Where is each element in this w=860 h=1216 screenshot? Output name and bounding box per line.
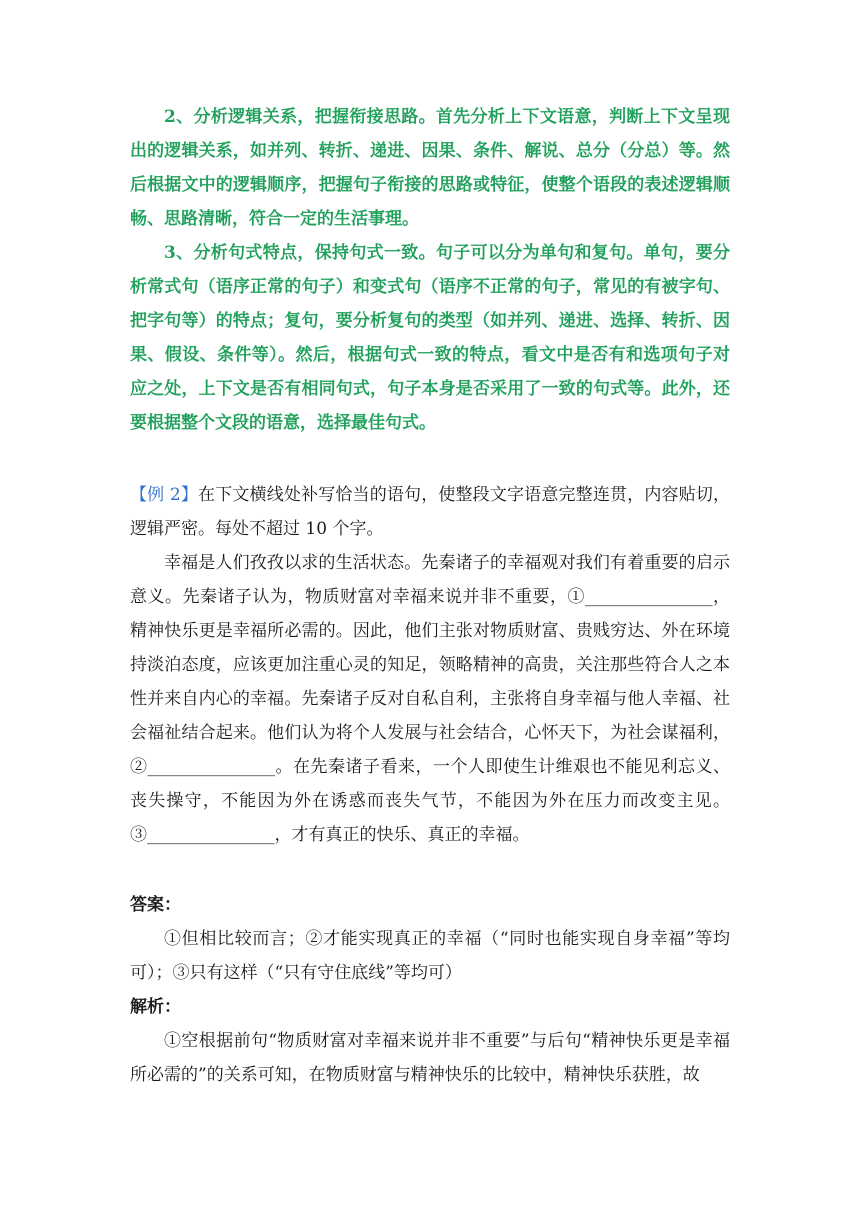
example-instruction-text: 在下文横线处补写恰当的语句，使整段文字语意完整连贯，内容贴切，逻辑严密。每处不超过 10 个字。 — [130, 485, 730, 539]
example-instruction — [130, 478, 730, 546]
document-page — [130, 100, 730, 1092]
method-paragraph-3: 3、分析句式特点，保持句式一致。句子可以分为单句和复句。单句，要分析常式句（语序正常的句子）和变式句（语序不正常的句子，常见的有被字句、把字句等）的特点；复句，要分析复句的类型（如并列、递进、选择、转折、因果、假设、条件等）。然后，根据句式一致的特点，看文中是否有和选项句子对应之处，上下文是否有相同句式，句子本身是否采用了一致的句式等。此外，还要根据整个文段的语意，选择最佳句式。 — [130, 243, 730, 433]
analysis-label: 解析： — [130, 997, 181, 1017]
answer-text: ①但相比较而言；②才能实现真正的幸福（“同时也能实现自身幸福”等均可）；③只有这样（“只有守住底线”等均可） — [130, 929, 730, 983]
example-passage: 幸福是人们孜孜以求的生活状态。先秦诸子的幸福观对我们有着重要的启示意义。先秦诸子认为，物质财富对幸福来说并非不重要，①_______________，精神快乐更是幸福所必需的。因此，他们主张对物质财富、贵贱穷达、外在环境持淡泊态度，应该更加注重心灵的知足，领略精神的高贵，关注那些符合人之本性并来自内心的幸福。先秦诸子反对自私自利，主张将自身幸福与他人幸福、社会福祉结合起来。他们认为将个人发展与社会结合，心怀天下，为社会谋福利，②_______________。在先秦诸子看来，一个人即使生计维艰也不能见利忘义、丧失操守，不能因为外在诱惑而丧失气节，不能因为外在压力而改变主见。③_______________，才有真正的快乐、真正的幸福。 — [130, 553, 730, 845]
method-paragraph-2: 2、分析逻辑关系，把握衔接思路。首先分析上下文语意，判断上下文呈现出的逻辑关系，如并列、转折、递进、因果、条件、解说、总分（分总）等。然后根据文中的逻辑顺序，把握句子衔接的思路或特征，使整个语段的表述逻辑顺畅、思路清晰，符合一定的生活事理。 — [130, 107, 730, 229]
answer-label: 答案： — [130, 895, 181, 915]
example-tag: 【例 2】 — [130, 485, 199, 505]
analysis-text: ①空根据前句“物质财富对幸福来说并非不重要”与后句“精神快乐更是幸福所必需的”的关系可知，在物质财富与精神快乐的比较中，精神快乐获胜，故 — [130, 1031, 730, 1085]
